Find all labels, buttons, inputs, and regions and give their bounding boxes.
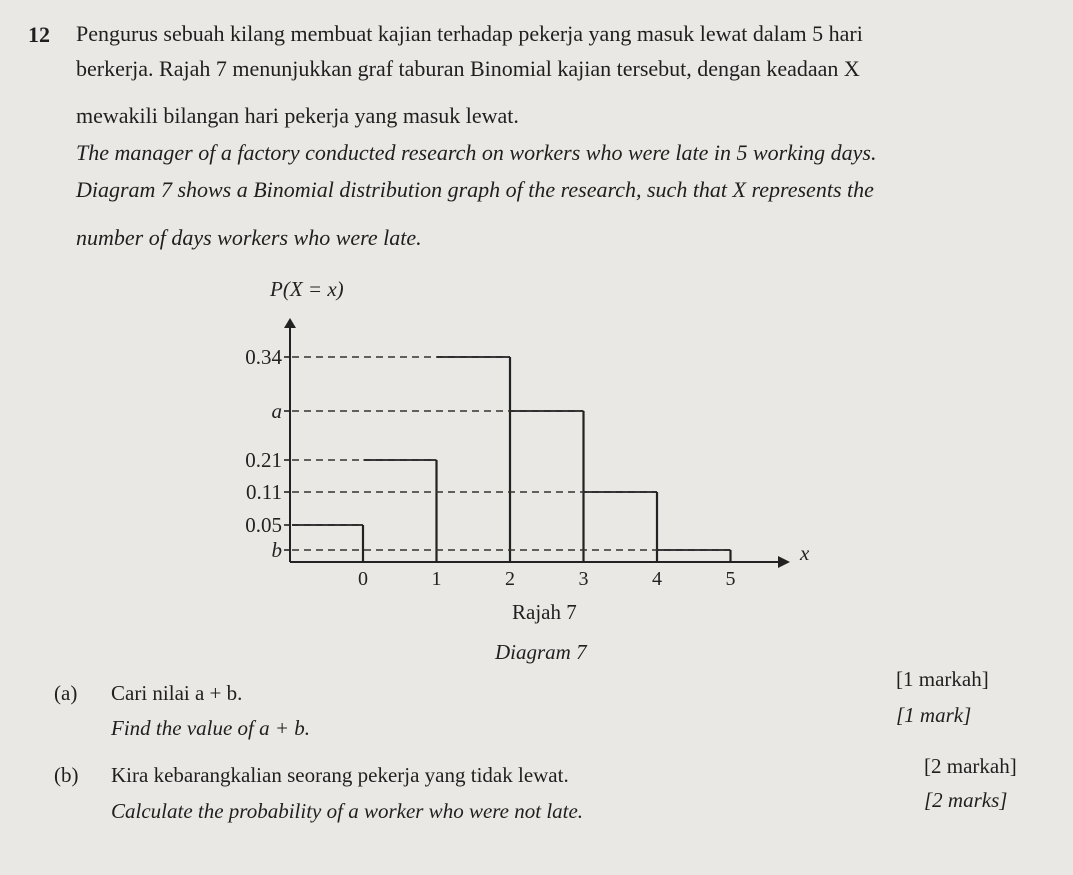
question-text-english-line-3: number of days workers who were late. [76, 225, 422, 250]
x-tick-label-5: 5 [725, 568, 736, 590]
question-text-malay-line-1: Pengurus sebuah kilang membuat kajian terhadap pekerja yang masuk lewat dalam 5 hari [76, 21, 863, 46]
part-a-label: (a) [54, 681, 78, 705]
part-a-text-malay: Cari nilai a + b. [111, 681, 243, 705]
part-a-text-english: Find the value of a + b. [111, 716, 311, 740]
question-text-malay-line-3: mewakili bilangan hari pekerja yang masuk lewat. [76, 103, 519, 128]
y-tick-label: 0.34 [245, 345, 282, 369]
part-b-marks-malay: [2 markah] [924, 754, 1017, 778]
y-tick-label: a [271, 399, 282, 423]
part-b-text-malay: Kira kebarangkalian seorang pekerja yang tidak lewat. [111, 763, 569, 787]
diagram-caption-english: Diagram 7 [495, 640, 587, 664]
y-axis-arrow-icon [284, 318, 296, 328]
x-tick-label-1: 1 [431, 568, 442, 590]
y-tick-label: 0.11 [246, 480, 282, 504]
diagram-caption-malay: Rajah 7 [512, 600, 577, 624]
x-tick-label-3: 3 [578, 568, 589, 590]
x-tick-label-2: 2 [505, 568, 515, 590]
x-tick-label-0: 0 [358, 568, 368, 590]
x-tick-label-4: 4 [652, 568, 662, 590]
part-b-marks-english: [2 marks] [924, 788, 1008, 812]
question-text-english-line-1: The manager of a factory conducted research on workers who were late in 5 working days. [76, 140, 877, 165]
question-text-malay-line-2: berkerja. Rajah 7 menunjukkan graf taburan Binomial kajian tersebut, dengan keadaan X [76, 56, 860, 81]
part-a-marks-english: [1 mark] [896, 703, 972, 727]
x-axis-arrow-icon [778, 556, 790, 568]
question-number: 12 [28, 22, 50, 47]
y-tick-label: 0.05 [245, 513, 282, 537]
y-tick-label: 0.21 [245, 448, 282, 472]
part-b-label: (b) [54, 763, 79, 787]
y-axis-label: P(X = x) [270, 277, 344, 301]
question-text-english-line-2: Diagram 7 shows a Binomial distribution graph of the research, such that X represents the [76, 177, 874, 202]
part-b-text-english: Calculate the probability of a worker who were not late. [111, 799, 584, 823]
y-tick-label: b [271, 538, 282, 562]
x-axis-label: x [800, 541, 810, 565]
part-a-marks-malay: [1 markah] [896, 667, 989, 691]
